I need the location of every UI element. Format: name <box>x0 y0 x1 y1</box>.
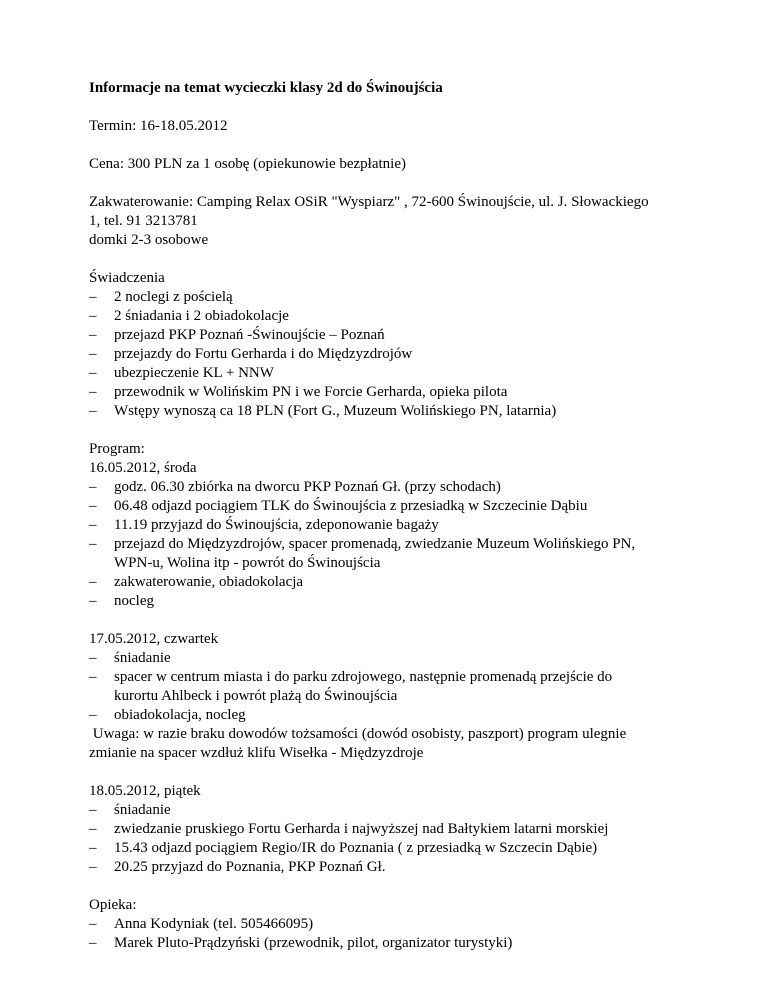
zakwaterowanie-line: Zakwaterowanie: Camping Relax OSiR "Wyspiarz" , 72-600 Świnoujście, ul. J. Słowackiego <box>89 194 649 210</box>
list-item-text: spacer w centrum miasta i do parku zdrojowego, następnie promenadą przejście do <box>114 669 613 685</box>
zakwaterowanie-line: 1, tel. 91 3213781 <box>89 213 198 229</box>
zakwaterowanie-line: domki 2-3 osobowe <box>89 232 209 248</box>
dash-bullet: – <box>89 536 97 552</box>
dash-bullet: – <box>89 821 97 837</box>
dash-bullet: – <box>89 859 97 875</box>
list-item <box>89 649 709 668</box>
list-item <box>89 307 709 326</box>
dash-bullet: – <box>89 517 97 533</box>
list-item-text: zakwaterowanie, obiadokolacja <box>114 574 304 590</box>
swiadczenia-list <box>89 288 709 421</box>
dash-bullet: – <box>89 365 97 381</box>
list-item-text: ubezpieczenie KL + NNW <box>114 365 274 381</box>
opieka-heading: Opieka: <box>89 897 137 913</box>
swiadczenia-heading: Świadczenia <box>89 270 165 286</box>
list-item-text: 20.25 przyjazd do Poznania, PKP Poznań Gł. <box>114 859 386 875</box>
list-item <box>89 592 709 611</box>
dash-bullet: – <box>89 802 97 818</box>
list-item-text: Wstępy wynoszą ca 18 PLN (Fort G., Muzeum Wolińskiego PN, latarnia) <box>114 403 557 419</box>
list-item-text: przejazd PKP Poznań -Świnoujście – Poznań <box>114 327 385 343</box>
list-item-text: godz. 06.30 zbiórka na dworcu PKP Poznań Gł. (przy schodach) <box>114 479 501 495</box>
dash-bullet: – <box>89 403 97 419</box>
list-item <box>89 820 709 839</box>
list-item-text: przewodnik w Wolińskim PN i we Forcie Gerharda, opieka pilota <box>114 384 508 400</box>
day3-list <box>89 801 709 877</box>
dash-bullet: – <box>89 650 97 666</box>
list-item-text: przejazd do Międzyzdrojów, spacer promenadą, zwiedzanie Muzeum Wolińskiego PN, <box>114 536 636 552</box>
list-item <box>89 478 709 497</box>
dash-bullet: – <box>89 346 97 362</box>
program-day2-section <box>89 630 709 763</box>
dash-bullet: – <box>89 479 97 495</box>
dash-bullet: – <box>89 935 97 951</box>
day2-note: zmianie na spacer wzdłuż klifu Wisełka - Międzyzdroje <box>89 745 424 761</box>
dash-bullet: – <box>89 840 97 856</box>
zakwaterowanie-block <box>89 193 709 250</box>
list-item-text: 2 śniadania i 2 obiadokolacje <box>114 308 289 324</box>
program-heading: Program: <box>89 441 145 457</box>
list-item <box>89 858 709 877</box>
list-item <box>89 497 709 516</box>
program-day1-section <box>89 440 709 611</box>
day-date: 18.05.2012, piątek <box>89 783 201 799</box>
list-item-text: Marek Pluto-Prądzyński (przewodnik, pilot, organizator turystyki) <box>114 935 513 951</box>
list-item <box>89 801 709 820</box>
dash-bullet: – <box>89 327 97 343</box>
document-title: Informacje na temat wycieczki klasy 2d do Świnoujścia <box>89 80 443 96</box>
day1-list <box>89 478 709 611</box>
list-item <box>89 915 709 934</box>
list-item-text: nocleg <box>114 593 154 609</box>
opieka-list <box>89 915 709 953</box>
opieka-section <box>89 896 709 953</box>
list-item <box>89 934 709 953</box>
list-item <box>89 364 709 383</box>
list-item <box>89 706 709 725</box>
list-item <box>89 345 709 364</box>
list-item-text: Anna Kodyniak (tel. 505466095) <box>114 916 314 932</box>
list-item <box>89 516 709 535</box>
dash-bullet: – <box>89 574 97 590</box>
list-item-text-continued: WPN-u, Wolina itp - powrót do Świnoujścia <box>114 555 381 571</box>
dash-bullet: – <box>89 308 97 324</box>
list-item-text: 2 noclegi z pościelą <box>114 289 233 305</box>
list-item <box>89 402 709 421</box>
list-item-text: przejazdy do Fortu Gerharda i do Międzyzdrojów <box>114 346 413 362</box>
list-item <box>89 839 709 858</box>
list-item-text: zwiedzanie pruskiego Fortu Gerharda i najwyższej nad Bałtykiem latarni morskiej <box>114 821 609 837</box>
dash-bullet: – <box>89 669 97 685</box>
list-item <box>89 668 709 706</box>
dash-bullet: – <box>89 593 97 609</box>
list-item <box>89 288 709 307</box>
termin-text: Termin: 16-18.05.2012 <box>89 118 228 134</box>
list-item-text: śniadanie <box>114 802 171 818</box>
swiadczenia-section <box>89 269 709 421</box>
list-item-text: 11.19 przyjazd do Świnoujścia, zdeponowanie bagaży <box>114 517 439 533</box>
list-item <box>89 326 709 345</box>
cena-text: Cena: 300 PLN za 1 osobę (opiekunowie bezpłatnie) <box>89 156 406 172</box>
day2-list <box>89 649 709 725</box>
dash-bullet: – <box>89 707 97 723</box>
list-item-text: śniadanie <box>114 650 171 666</box>
list-item <box>89 383 709 402</box>
list-item-text: obiadokolacja, nocleg <box>114 707 246 723</box>
list-item <box>89 573 709 592</box>
day-date: 16.05.2012, środa <box>89 460 197 476</box>
dash-bullet: – <box>89 289 97 305</box>
list-item-text: 15.43 odjazd pociągiem Regio/IR do Poznania ( z przesiadką w Szczecin Dąbie) <box>114 840 598 856</box>
day-date: 17.05.2012, czwartek <box>89 631 219 647</box>
dash-bullet: – <box>89 498 97 514</box>
list-item <box>89 535 709 573</box>
day2-note: Uwaga: w razie braku dowodów tożsamości (dowód osobisty, paszport) program ulegnie <box>89 726 627 742</box>
list-item-text-continued: kurortu Ahlbeck i powrót plażą do Świnoujścia <box>114 688 398 704</box>
list-item-text: 06.48 odjazd pociągiem TLK do Świnoujścia z przesiadką w Szczecinie Dąbiu <box>114 498 588 514</box>
dash-bullet: – <box>89 384 97 400</box>
document-page <box>89 79 709 972</box>
program-day3-section <box>89 782 709 877</box>
dash-bullet: – <box>89 916 97 932</box>
